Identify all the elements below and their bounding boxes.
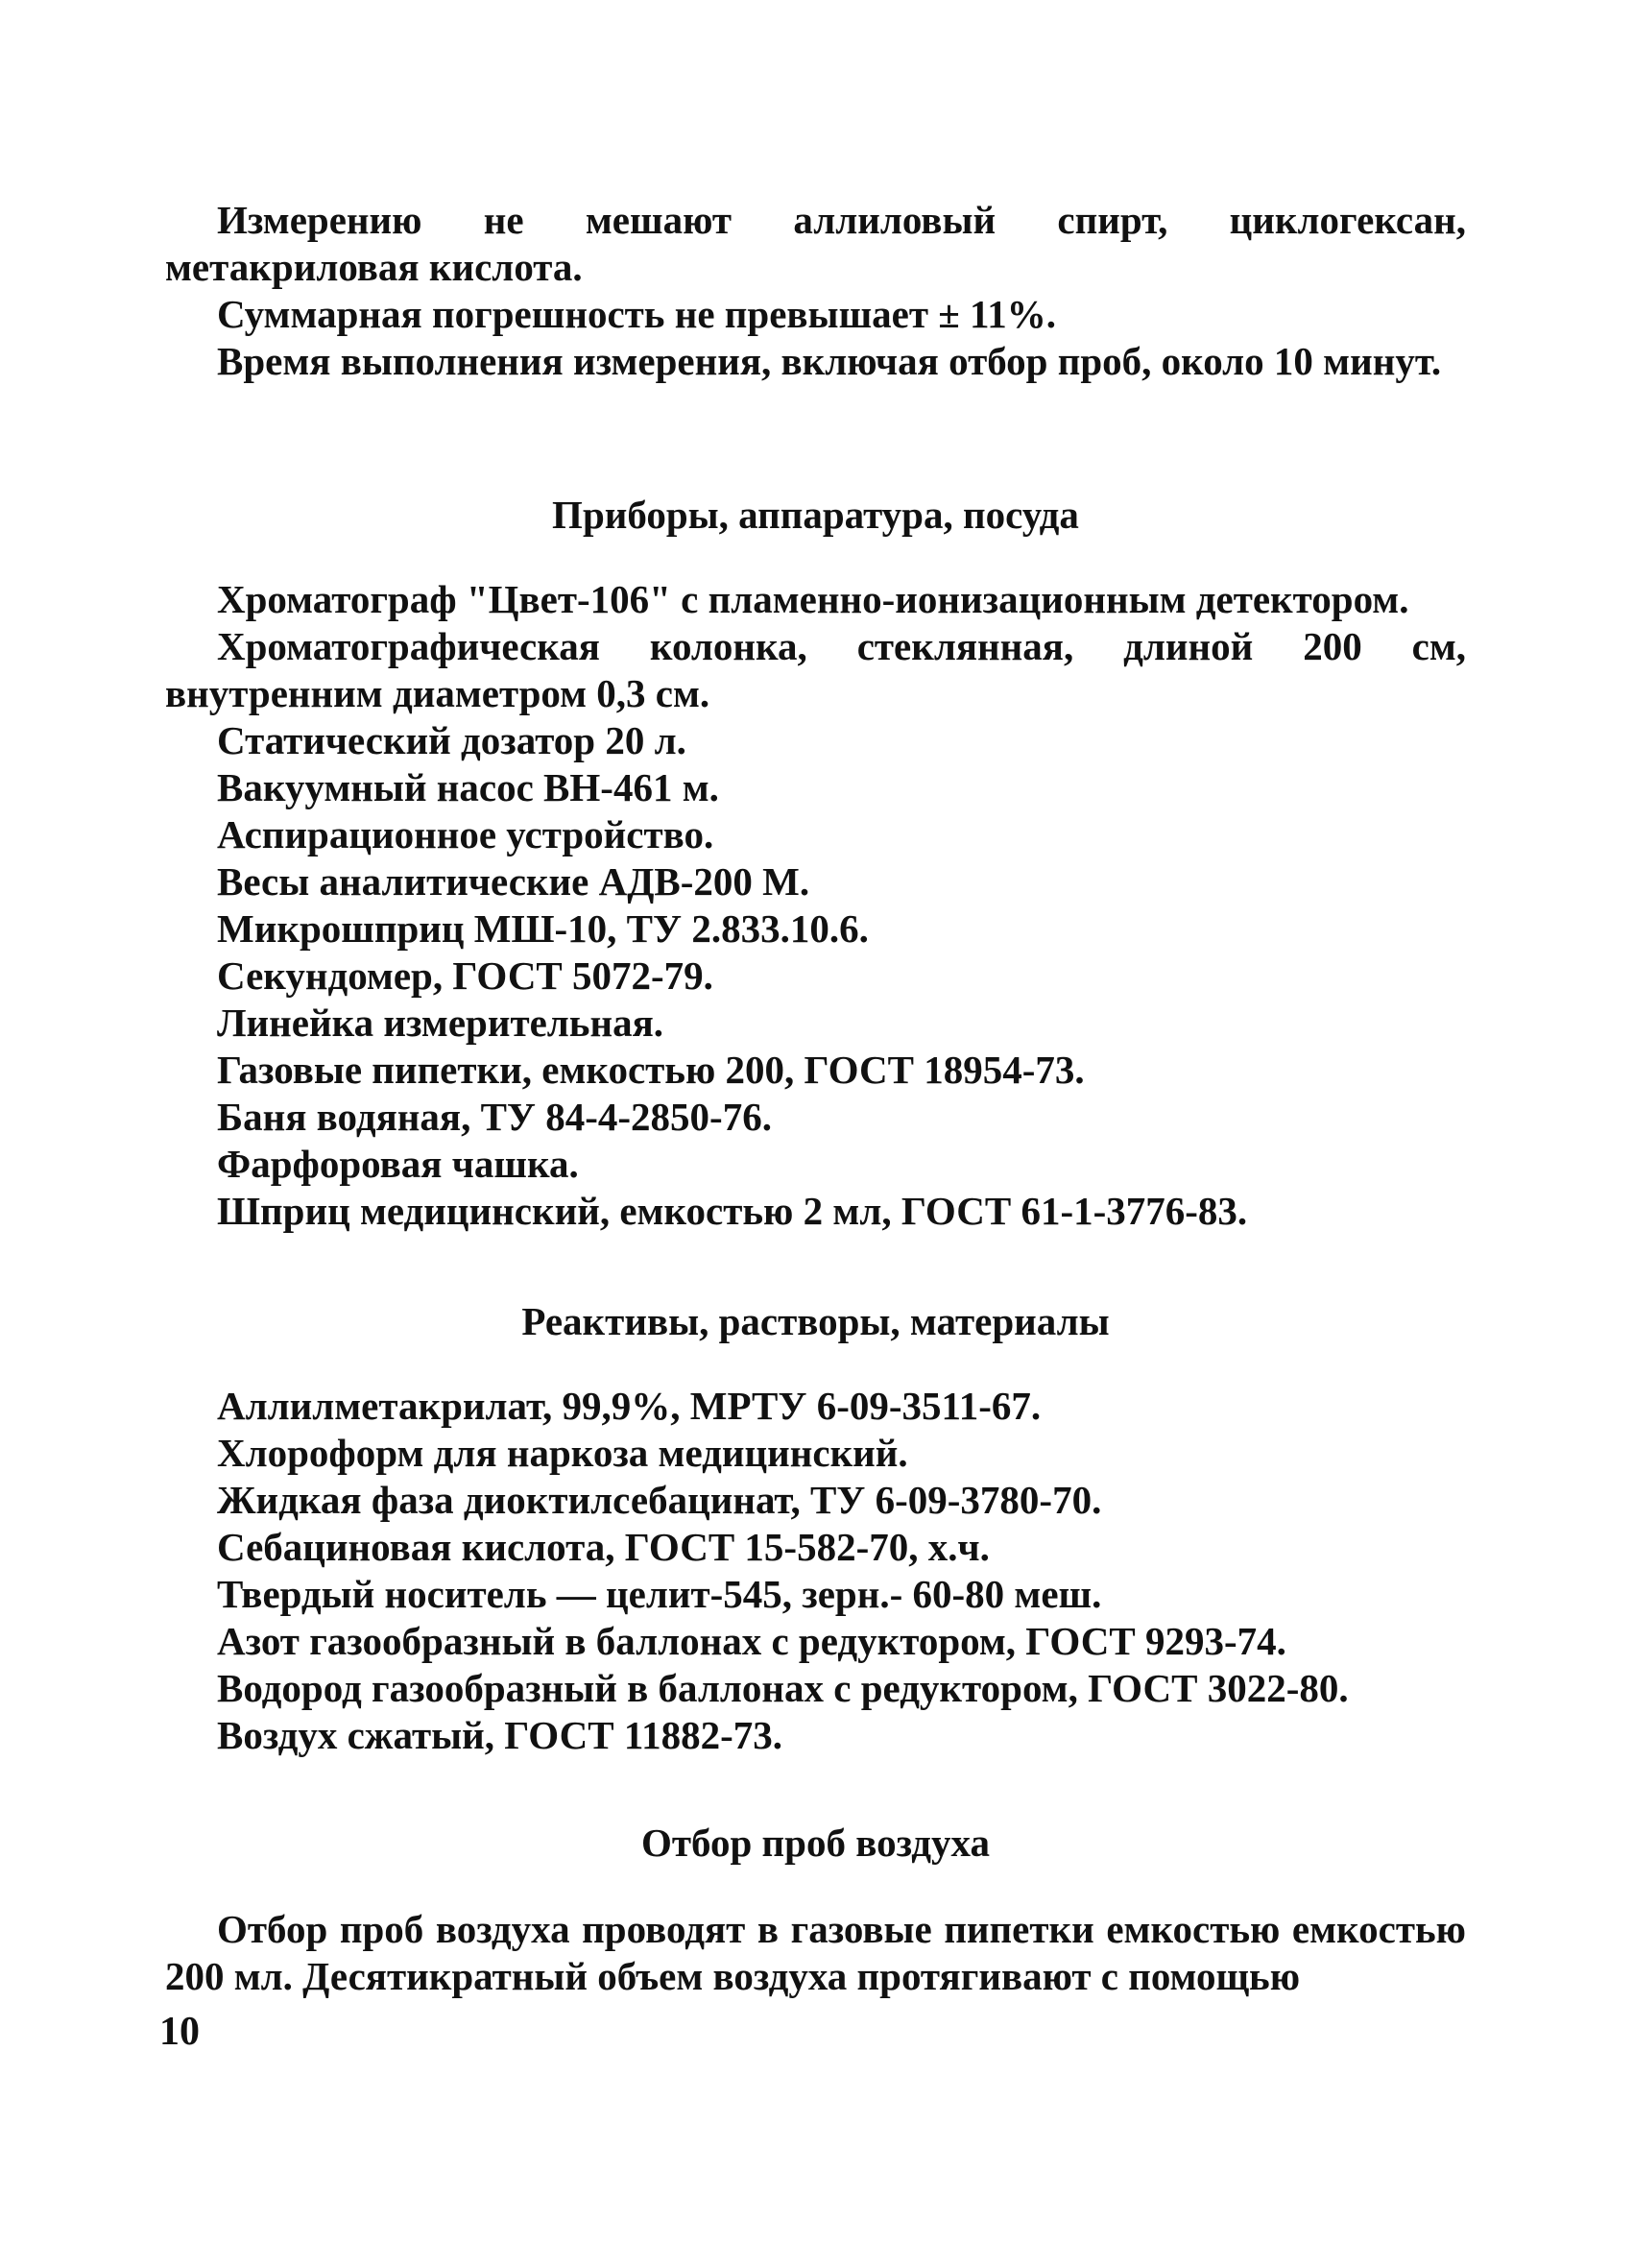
devices-list xyxy=(217,717,1466,1235)
intro-paragraph-2: Суммарная погрешность не превышает ± 11%. xyxy=(217,292,1057,336)
page-number: 10 xyxy=(159,2010,200,2054)
list-item: Секундомер, ГОСТ 5072-79. xyxy=(217,953,713,998)
list-item: Себациновая кислота, ГОСТ 15-582-70, х.ч. xyxy=(217,1525,990,1569)
devices-column-paragraph xyxy=(165,623,1466,717)
list-item: Воздух сжатый, ГОСТ 11882-73. xyxy=(217,1713,783,1757)
intro-block xyxy=(165,197,1466,385)
list-item: Водород газообразный в баллонах с редуктором, ГОСТ 3022-80. xyxy=(217,1666,1349,1710)
list-item: Азот газообразный в баллонах с редуктором, ГОСТ 9293-74. xyxy=(217,1619,1286,1663)
list-item: Твердый носитель — целит-545, зерн.- 60-80 меш. xyxy=(217,1572,1102,1616)
list-item: Газовые пипетки, емкостью 200, ГОСТ 18954-73. xyxy=(217,1048,1085,1092)
intro-paragraph-3: Время выполнения измерения, включая отбор проб, около 10 минут. xyxy=(217,339,1442,383)
list-item: Линейка измерительная. xyxy=(217,1001,664,1045)
list-item: Шприц медицинский, емкостью 2 мл, ГОСТ 61-1-3776-83. xyxy=(217,1189,1248,1233)
sampling-paragraph: Отбор проб воздуха проводят в газовые пипетки емкостью емкостью 200 мл. Десятикратный объем воздуха протягивают с помощью xyxy=(165,1907,1466,1998)
sampling-block xyxy=(165,1906,1466,2000)
list-item: Микрошприц МШ-10, ТУ 2.833.10.6. xyxy=(217,906,869,951)
intro-paragraph-1: Измерению не мешают аллиловый спирт, циклогексан, метакриловая кислота. xyxy=(165,198,1466,289)
column-paragraph: Хроматографическая колонка, стеклянная, длиной 200 см, внутренним диаметром 0,3 см. xyxy=(165,624,1466,715)
list-item: Аспирационное устройство. xyxy=(217,812,714,857)
list-item: Баня водяная, ТУ 84-4-2850-76. xyxy=(217,1095,772,1139)
reagents-list xyxy=(217,1383,1466,1759)
list-item: Фарфоровая чашка. xyxy=(217,1142,579,1186)
list-item: Аллилметакрилат, 99,9%, МРТУ 6-09-3511-67. xyxy=(217,1384,1042,1428)
section-heading-sampling: Отбор проб воздуха xyxy=(640,1821,990,1865)
list-item: Хлороформ для наркоза медицинский. xyxy=(217,1431,908,1475)
list-item: Весы аналитические АДВ-200 М. xyxy=(217,859,810,904)
section-heading-reagents: Реактивы, растворы, материалы xyxy=(521,1299,1110,1343)
list-item: Хроматограф "Цвет-106" с пламенно-ионизационным детектором. xyxy=(217,577,1409,621)
list-item: Жидкая фаза диоктилсебацинат, ТУ 6-09-3780-70. xyxy=(217,1478,1102,1522)
section-heading-devices: Приборы, аппаратура, посуда xyxy=(552,493,1079,537)
list-item: Статический дозатор 20 л. xyxy=(217,718,686,762)
devices-first-item xyxy=(217,576,1466,623)
list-item: Вакуумный насос ВН-461 м. xyxy=(217,765,719,809)
